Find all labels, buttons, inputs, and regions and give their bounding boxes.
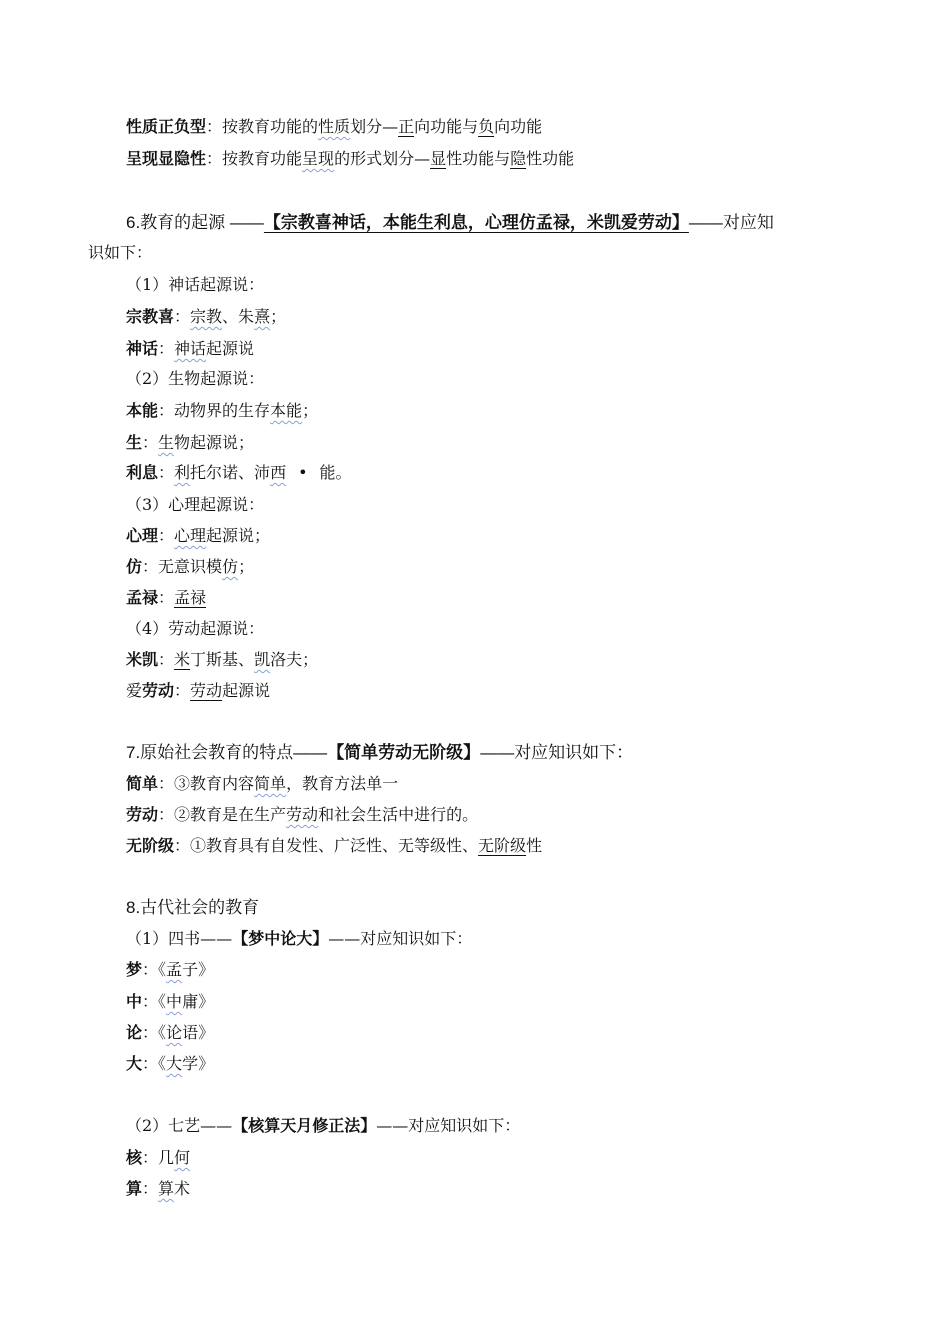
term-label: 劳动 — [126, 805, 159, 824]
term-label: 性质正负型 — [126, 117, 207, 136]
subheading-text: （2）生物起源说： — [126, 369, 265, 388]
function-nature-line — [126, 116, 542, 138]
colon: ： — [142, 1148, 159, 1167]
text: ； — [238, 557, 255, 576]
item-mikai — [126, 649, 318, 671]
subheading-biology — [126, 368, 264, 390]
colon: ： — [142, 1023, 159, 1042]
text: 托尔诺、沛 — [190, 463, 271, 482]
text: 按教育功能的 — [222, 117, 319, 136]
text: 动物界的生存 — [174, 401, 271, 420]
keyword: 孟禄 — [174, 588, 207, 607]
item-great-learning — [126, 1053, 214, 1075]
keyword: 正 — [398, 117, 415, 136]
subheading-psychology — [126, 494, 264, 516]
text: 起源说； — [206, 526, 271, 545]
item-simple — [126, 773, 398, 795]
item-work — [126, 804, 478, 826]
text: 向功能 — [494, 117, 543, 136]
text: 洛夫； — [270, 650, 319, 669]
colon: ： — [158, 401, 175, 420]
keyword: 劳动 — [286, 805, 319, 824]
text: 起源说 — [206, 339, 255, 358]
keyword: 论 — [166, 1023, 183, 1042]
keyword: 隐 — [510, 149, 527, 168]
keyword: 凯 — [254, 650, 271, 669]
mnemonic: 【宗教喜神话，本能生利息，心理仿孟禄，米凯爱劳动】 — [263, 213, 689, 233]
heading-text: 7.原始社会教育的特点—— — [126, 743, 328, 762]
prefix-text: 爱 — [126, 681, 143, 700]
heading-text: 识如下： — [88, 243, 153, 262]
term-label: 生 — [126, 433, 143, 452]
subheading-text: （4）劳动起源说： — [126, 619, 265, 638]
function-form-line — [126, 148, 574, 170]
keyword: 性质 — [318, 117, 351, 136]
item-monroe — [126, 587, 206, 609]
colon: ： — [158, 805, 175, 824]
mnemonic: 【核算天月修正法】 — [232, 1116, 377, 1135]
item-arithmetic — [126, 1178, 190, 1200]
colon: ： — [142, 1054, 159, 1073]
text: 起源说 — [222, 681, 271, 700]
colon: ： — [142, 960, 159, 979]
item-classless — [126, 835, 542, 857]
keyword: 算 — [158, 1179, 175, 1198]
section-6-heading-wrap — [88, 242, 152, 264]
heading-text: （1）四书—— — [126, 929, 233, 948]
term-label: 核 — [126, 1148, 143, 1167]
text: 庸》 — [182, 992, 215, 1011]
colon: ： — [142, 1179, 159, 1198]
term-label: 无阶级 — [126, 836, 175, 855]
colon: ： — [174, 836, 191, 855]
keyword: 负 — [478, 117, 495, 136]
subheading-myth — [126, 274, 264, 296]
heading-text: ——对应知识如下： — [328, 929, 473, 948]
text: 、朱 — [222, 307, 255, 326]
four-books-heading — [126, 928, 472, 950]
subheading-text: （3）心理起源说： — [126, 495, 265, 514]
text: 性功能与 — [446, 149, 511, 168]
keyword: 本能 — [270, 401, 303, 420]
item-imitation — [126, 556, 254, 578]
colon: ： — [142, 992, 159, 1011]
term-label: 宗教喜 — [126, 307, 175, 326]
colon: ： — [206, 149, 223, 168]
text: 按教育功能 — [222, 149, 303, 168]
keyword: 西 — [270, 463, 287, 482]
heading-text: 8.古代社会的教育 — [126, 898, 260, 917]
text: 和社会生活中进行的。 — [318, 805, 479, 824]
subheading-labor — [126, 618, 264, 640]
keyword: 宗教 — [190, 307, 223, 326]
colon: ： — [158, 463, 175, 482]
term-label: 仿 — [126, 557, 143, 576]
term-label: 神话 — [126, 339, 159, 358]
text: 《 — [158, 1054, 167, 1073]
section-7-heading — [126, 742, 633, 764]
subheading-text: （1）神话起源说： — [126, 275, 265, 294]
section-8-heading — [126, 897, 259, 919]
item-myth — [126, 338, 254, 360]
keyword: 神话 — [174, 339, 207, 358]
text: 子》 — [182, 960, 215, 979]
colon: ： — [206, 117, 223, 136]
mnemonic: 【简单劳动无阶级】 — [327, 743, 481, 763]
colon: ： — [174, 307, 191, 326]
text: 语》 — [182, 1023, 215, 1042]
text: 几 — [158, 1148, 175, 1167]
keyword: 显 — [430, 149, 447, 168]
heading-text: ——对应知识如下： — [376, 1116, 521, 1135]
mnemonic: 【梦中论大】 — [232, 929, 329, 948]
colon: ： — [142, 557, 159, 576]
colon: ： — [158, 339, 175, 358]
text: 性 — [526, 836, 543, 855]
text: 《 — [158, 1023, 167, 1042]
item-labor — [126, 680, 270, 702]
text: ； — [302, 401, 319, 420]
middle-dot: • — [298, 463, 308, 482]
term-label: 孟禄 — [126, 588, 159, 607]
seven-arts-heading — [126, 1115, 520, 1137]
text: 物起源说； — [174, 433, 255, 452]
colon: ： — [158, 774, 175, 793]
text: 《 — [158, 992, 167, 1011]
item-religion — [126, 306, 286, 328]
text: ③教育内容 — [174, 774, 255, 793]
heading-text: ——对应知 — [688, 213, 774, 232]
heading-text: 6.教育的起源 —— — [126, 213, 264, 232]
keyword: 生 — [158, 433, 175, 452]
item-interest — [126, 462, 352, 484]
item-instinct — [126, 400, 318, 422]
text: 能。 — [319, 463, 352, 482]
term-label: 心理 — [126, 526, 159, 545]
keyword: 简单 — [254, 774, 287, 793]
colon: ： — [158, 526, 175, 545]
colon: ： — [158, 650, 175, 669]
item-psychology — [126, 525, 270, 547]
term-label: 劳动 — [142, 681, 175, 700]
keyword: 米 — [174, 650, 191, 669]
text: 的形式划分— — [334, 149, 431, 168]
term-label: 简单 — [126, 774, 159, 793]
text: ②教育是在生产 — [174, 805, 287, 824]
text: 无意识模 — [158, 557, 223, 576]
term-label: 本能 — [126, 401, 159, 420]
term-label: 大 — [126, 1054, 143, 1073]
item-analects — [126, 1022, 214, 1044]
keyword: 何 — [174, 1148, 191, 1167]
text: 《 — [158, 960, 167, 979]
term-label: 利息 — [126, 463, 159, 482]
keyword: 仿 — [222, 557, 239, 576]
term-label: 中 — [126, 992, 143, 1011]
heading-text: ——对应知识如下： — [480, 743, 634, 762]
text: ； — [270, 307, 287, 326]
colon: ： — [158, 588, 175, 607]
colon: ： — [142, 433, 159, 452]
item-geometry — [126, 1147, 190, 1169]
section-6-heading — [126, 212, 774, 234]
text: ，教育方法单一 — [286, 774, 399, 793]
keyword: 利 — [174, 463, 191, 482]
keyword: 孟 — [166, 960, 183, 979]
text: 向功能与 — [414, 117, 479, 136]
keyword: 呈现 — [302, 149, 335, 168]
term-label: 米凯 — [126, 650, 159, 669]
keyword: 心理 — [174, 526, 207, 545]
item-doctrine-of-mean — [126, 991, 214, 1013]
term-label: 梦 — [126, 960, 143, 979]
keyword: 中 — [166, 992, 183, 1011]
item-bio — [126, 432, 254, 454]
text: 学》 — [182, 1054, 215, 1073]
text: 性功能 — [526, 149, 575, 168]
term-label: 算 — [126, 1179, 143, 1198]
text: ①教育具有自发性、广泛性、无等级性、 — [190, 836, 479, 855]
term-label: 论 — [126, 1023, 143, 1042]
text: 划分— — [350, 117, 399, 136]
keyword: 熹 — [254, 307, 271, 326]
keyword: 无阶级 — [478, 836, 527, 855]
colon: ： — [174, 681, 191, 700]
item-mencius — [126, 959, 214, 981]
heading-text: （2）七艺—— — [126, 1116, 233, 1135]
text: 丁斯基、 — [190, 650, 255, 669]
keyword: 劳动 — [190, 681, 223, 700]
term-label: 呈现显隐性 — [126, 149, 207, 168]
text: 术 — [174, 1179, 191, 1198]
keyword: 大 — [166, 1054, 183, 1073]
